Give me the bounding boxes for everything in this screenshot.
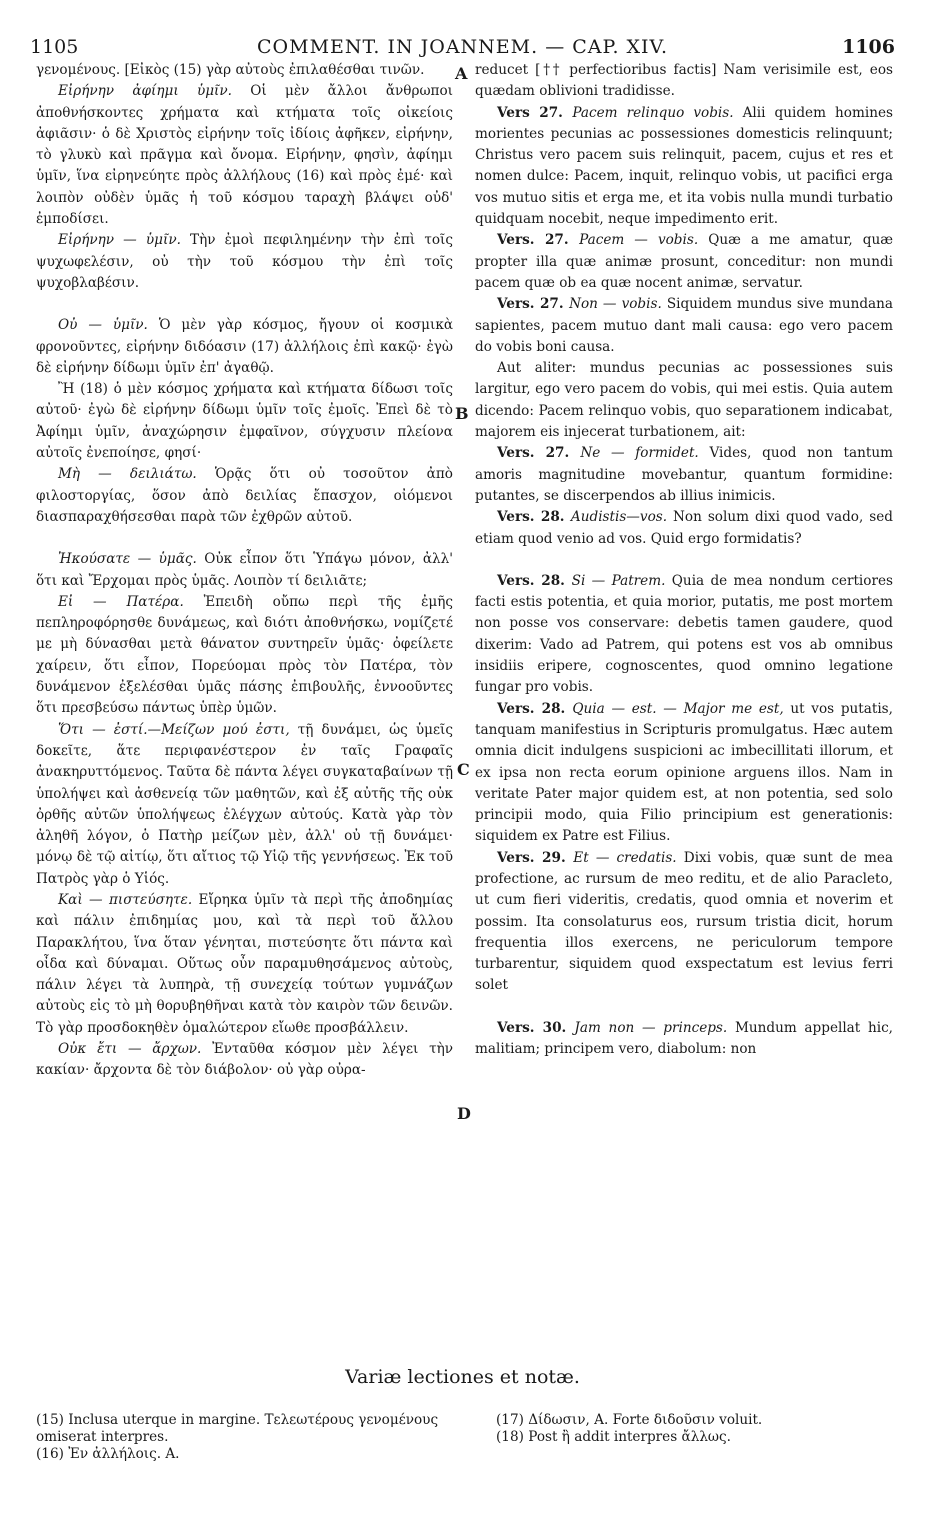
- paragraph-text: Τὴν ἐμοὶ πεφιλημένην τὴν ἐπὶ τοῖς ψυχωφελέσιν, οὐ τὴν τοῦ κόσμου τὴν ἐπὶ τοῖς ψυχοβλαβέσιν.: [36, 232, 453, 291]
- paragraph: [475, 1018, 893, 1061]
- margin-mark-b: B: [455, 404, 469, 423]
- page-number-left: 1105: [30, 36, 79, 58]
- lemma-heading: Εἰ — Πατέρα.: [58, 593, 184, 610]
- note-15: (15) Inclusa uterque in margine. Τελεωτέρους γενομένους omiserat interpres.: [36, 1412, 439, 1445]
- paragraph-text: Οὐκ εἶπον ὅτι Ὑπάγω μόνον, ἀλλ' ὅτι καὶ Ἔρχομαι πρὸς ὑμᾶς. Λοιπὸν τί δειλιᾶτε;: [36, 551, 453, 589]
- note-16: (16) Ἐν ἀλλήλοις. A.: [36, 1446, 180, 1462]
- lemma-text: Audistis—vos.: [570, 509, 668, 526]
- paragraph-text: ut vos putatis, tanquam manifestius in Scripturis promulgatus. Hæc autem omnia dicit indulgens suspicioni ac imbecillitati illorum, et ex ipsa non recta eorum opinione arguens illos. Nam in veritate Pater major quidem est, at non potentia, sed solo principii modo, quia Filio principium est generationis: siquidem ex Patre est Filius.: [475, 700, 893, 845]
- paragraph-text: Quia de mea nondum certiores facti estis potentia, et quia morior, putatis, me post mortem non posse vos conservare: debetis tamen gaudere, quod dixerim: Vado ad Patrem, qui potens est vos ab omnibus insidiis eripere, cognoscentes, quod omnino legatione fungar pro vobis.: [475, 572, 893, 696]
- paragraph-text: Mundum appellat hic, malitiam; principem vero, diabolum: non: [475, 1019, 893, 1058]
- paragraph-text: reducet [†† perfectioribus factis] Nam verisimile est, eos quædam oblivioni tradidisse.: [475, 62, 893, 100]
- paragraph-text: Ἐνταῦθα κόσμον μὲν λέγει τὴν κακίαν· ἄρχοντα δὲ τὸν διάβολον· οὐ γὰρ οὐρα-: [36, 1041, 453, 1079]
- paragraph-text: Ἐπειδὴ οὔπω περὶ τῆς ἐμῆς πεπληροφόρησθε δυνάμεως, καὶ διότι ἀποθνήσκω, νομίζετέ με μὴ δύνασθαι μετὰ θάνατον συντηρεῖν ὑμᾶς· ὀφείλετε χαίρειν, ὅτι εἶπον, Πορεύομαι πρὸς τὸν Πατέρα, τὸν δυνάμενον ἐξελέσθαι ὑμᾶς πάσης ἐπιβουλῆς, ἐννοοῦντες ὅτι πρεσβεύσω πάντως ὑπὲρ ὑμῶν.: [36, 593, 453, 717]
- paragraph-text: Εἴρηκα ὑμῖν τὰ περὶ τῆς ἀποδημίας καὶ πάλιν ἐπιδημίας μου, καὶ τὰ περὶ τοῦ ἄλλου Παρακλήτου, ἵνα ὅταν γένηται, πιστεύσητε ὅτι πάντα καὶ οἶδα καὶ δύναμαι. Οὕτως οὖν παραμυθησάμενος αὐτοὺς, πάλιν λέγει τὰ λυπηρὰ, τῇ συνεχείᾳ τούτων γυμνάζων αὐτοὺς εἰς τὸ μὴ θορυβηθῆναι κατὰ τὸν καιρὸν τῶν δεινῶν. Τὸ γὰρ προσδοκηθὲν ὁμαλώτερον εἴωθε προσβάλλειν.: [36, 891, 454, 1036]
- running-title: COMMENT. IN JOANNEM. — CAP. XIV.: [257, 36, 668, 58]
- paragraph: [475, 358, 893, 443]
- paragraph: [36, 720, 453, 890]
- lemma-heading: Οὐ — ὑμῖν.: [58, 317, 148, 334]
- lemma-text: Non — vobis.: [569, 296, 662, 313]
- paragraph: [36, 60, 453, 81]
- paragraph: [36, 890, 453, 1039]
- paragraph-text: τῇ δυνάμει, ὡς ὑμεῖς δοκεῖτε, ἅτε περιφανέστερον ἐν ταῖς Γραφαῖς ἀνακηρυττόμενος. Ταῦτα δὲ πάντα λέγει συγκαταβαίνων τῇ ὑπολήψει καὶ ἀσθενείᾳ τῶν μαθητῶν, καὶ ἐξ αὐτῆς τῆς οὐκ ὀρθῆς αὐτῶν ὑπολήψεως ἐλέγχων αὐτούς. Κατὰ γὰρ τὸν ἀληθῆ λόγον, ὁ Πατὴρ μείζων μὲν, ἀλλ' οὐ τῇ δυνάμει· μόνῳ δὲ τῷ αἰτίῳ, ὅτι αἴτιος τῷ Υἱῷ τῆς γεννήσεως. Ἐκ τοῦ Πατρὸς γὰρ ὁ Υἱός.: [36, 721, 453, 887]
- lemma-text: Pacem — vobis.: [579, 232, 699, 249]
- paragraph: [36, 464, 453, 528]
- lemma-heading: Vers. 27.: [497, 296, 570, 313]
- paragraph-gap: [475, 550, 893, 571]
- paragraph: [36, 315, 453, 379]
- paragraph-text: γενομένους. [Εἰκὸς (15) γὰρ αὐτοὺς ἐπιλαθέσθαι τινῶν.: [36, 62, 425, 78]
- lemma-heading: Vers. 28.: [497, 700, 573, 717]
- paragraph: [475, 60, 893, 103]
- paragraph-text: Οἱ μὲν ἄλλοι ἄνθρωποι ἀποθνήσκοντες χρήματα καὶ κτήματα τοῖς οἰκείοις ἀφιᾶσιν· ὁ δὲ Χριστὸς εἰρήνην τοῖς ἰδίοις ἀφῆκεν, εἰρήνην, τὸ γλυκὺ καὶ πρᾶγμα καὶ ὄνομα. Εἰρήνην, φησὶν, ἀφίημι ὑμῖν, ἵνα εἰρηνεύητε πρὸς ἀλλήλους (16) καὶ πρὸς ἐμέ· καὶ λοιπὸν οὐδὲν ὑμᾶς ἡ τοῦ κόσμου ταραχὴ βλάψει οὐδ' ἐμποδίσει.: [36, 83, 453, 228]
- lemma-text: Jam non — princeps.: [574, 1019, 728, 1036]
- paragraph: [36, 1039, 453, 1082]
- paragraph: [475, 699, 893, 848]
- paragraph-gap: [475, 997, 893, 1018]
- paragraph-text: Ὁ μὲν γὰρ κόσμος, ἤγουν οἱ κοσμικὰ φρονοῦντες, εἰρήνην διδόασιν (17) ἀλλήλοις ἐπὶ κακῷ· ἐγὼ δὲ εἰρήνην δίδωμι ὑμῖν ἐπ' ἀγαθῷ.: [36, 317, 453, 376]
- lemma-text: Quia — est. — Major me est,: [572, 700, 784, 717]
- paragraph: [36, 81, 453, 230]
- paragraph: [475, 103, 893, 231]
- note-17: (17) Δίδωσιν, A. Forte διδοῦσιν voluit.: [496, 1412, 763, 1428]
- lemma-heading: Vers 27.: [497, 104, 573, 121]
- paragraph: [475, 571, 893, 699]
- lemma-heading: Μὴ — δειλιάτω.: [58, 466, 197, 483]
- lemma-text: Pacem relinquo vobis.: [572, 104, 734, 121]
- lemma-text: Et — credatis.: [573, 849, 677, 866]
- notes-left: [36, 1412, 476, 1463]
- lemma-text: Ne — formidet.: [580, 445, 699, 462]
- latin-column: [475, 60, 893, 1060]
- paragraph-text: Siquidem mundus sive mundana sapientes, pacem mutuo dant mali causa: ego vero pacem do vobis boni causa.: [475, 296, 893, 355]
- lemma-heading: Vers. 28.: [497, 509, 571, 526]
- paragraph: [36, 379, 453, 464]
- paragraph: [475, 507, 893, 550]
- paragraph: [475, 848, 893, 997]
- paragraph-text: Ὁρᾷς ὅτι οὐ τοσοῦτον ἀπὸ φιλοστοργίας, ὅσον ἀπὸ δειλίας ἔπασχον, οἰόμενοι διασπαραχθήσεσθαι παρὰ τῶν ἐχθρῶν αὐτοῦ.: [36, 466, 453, 525]
- lemma-heading: Εἰρήνην ἀφίημι ὑμῖν.: [58, 83, 232, 100]
- notes-right: [496, 1412, 896, 1446]
- paragraph-text: Ἢ (18) ὁ μὲν κόσμος χρήματα καὶ κτήματα δίδωσι τοῖς αὐτοῦ· ἐγὼ δὲ εἰρήνην δίδωμι ὑμῖν τοῖς ἐμοῖς. Ἐπεὶ δὲ τὸ Ἀφίημι ὑμῖν, ἀναχώρησιν ἐμφαῖνον, σύγχυσιν πλείονα αὐτοῖς ἐνεποίησε, φησί·: [36, 381, 453, 462]
- lemma-heading: Vers. 27.: [497, 232, 580, 249]
- paragraph-gap: [36, 294, 453, 315]
- lemma-heading: Ὅτι — ἐστί.—Μείζων μού ἐστι,: [58, 721, 290, 738]
- lemma-heading: Vers. 29.: [497, 849, 574, 866]
- paragraph-text: Vides, quod non tantum amoris magnitudine movebantur, quantum formidine: putantes, se discerpendos ab illius inimicis.: [475, 445, 893, 504]
- lemma-heading: Vers. 30.: [497, 1019, 575, 1036]
- lemma-text: Si — Patrem.: [571, 572, 666, 589]
- paragraph-text: Non solum dixi quod vado, sed etiam quod venio ad vos. Quid ergo formidatis?: [475, 509, 893, 547]
- paragraph: [36, 592, 453, 720]
- note-18: (18) Post ἢ addit interpres ἄλλως.: [496, 1429, 731, 1445]
- greek-column: [36, 60, 453, 1082]
- paragraph-gap: [36, 528, 453, 549]
- page-number-right: 1106: [842, 36, 895, 58]
- page-header: [30, 36, 895, 60]
- lemma-heading: Ἠκούσατε — ὑμᾶς.: [58, 551, 197, 568]
- paragraph: [36, 230, 453, 294]
- paragraph-text: Alii quidem homines morientes pecunias ac possessiones domesticis relinquunt; Christus vero pacem suis relinquit, pacem, cujus et res et nomen dulce: Pacem, inquit, relinquo vobis, ut pacifici erga vos mutuo sitis et erga me, et ita vobis nulla mundi turbatio quidquam nocebit, neque impedimento erit.: [475, 104, 893, 228]
- lemma-heading: Οὐκ ἔτι — ἄρχων.: [58, 1041, 202, 1058]
- margin-mark-c: C: [457, 760, 470, 779]
- lemma-heading: Vers. 28.: [497, 572, 572, 589]
- paragraph: [475, 230, 893, 294]
- lemma-heading: Εἰρήνην — ὑμῖν.: [58, 232, 181, 249]
- margin-mark-d: D: [457, 1104, 471, 1123]
- lemma-heading: Καὶ — πιστεύσητε.: [58, 891, 193, 908]
- paragraph: [36, 549, 453, 592]
- margin-mark-a: A: [455, 64, 468, 83]
- paragraph-text: Aut aliter: mundus pecunias ac possessiones suis largitur, ego vero pacem do vobis, qui mei estis. Quia autem dicendo: Pacem relinquo vobis, quo separationem indicabat, majorem eis injecerat turbationem, ait:: [475, 360, 893, 441]
- paragraph: [475, 294, 893, 358]
- paragraph: [475, 443, 893, 507]
- paragraph-text: Dixi vobis, quæ sunt de mea profectione, ac rursum de meo reditu, et de alio Paracleto, ut cum fieri videritis, credatis, quod omnia et noverim et possim. Ita consolaturus eos, rursum tristia dicit, horum frequentia illos exercens, ne periculorum tempore turbarentur, siquidem quod exspectatum est levius ferri solet: [475, 849, 893, 994]
- paragraph-text: Quæ a me amatur, quæ propter illa quæ animæ prosunt, conceditur: non mundi pacem quæ ob ea quæ nocent animæ, servatur.: [475, 232, 893, 291]
- lemma-heading: Vers. 27.: [497, 445, 581, 462]
- notes-title: Variæ lectiones et notæ.: [345, 1366, 580, 1388]
